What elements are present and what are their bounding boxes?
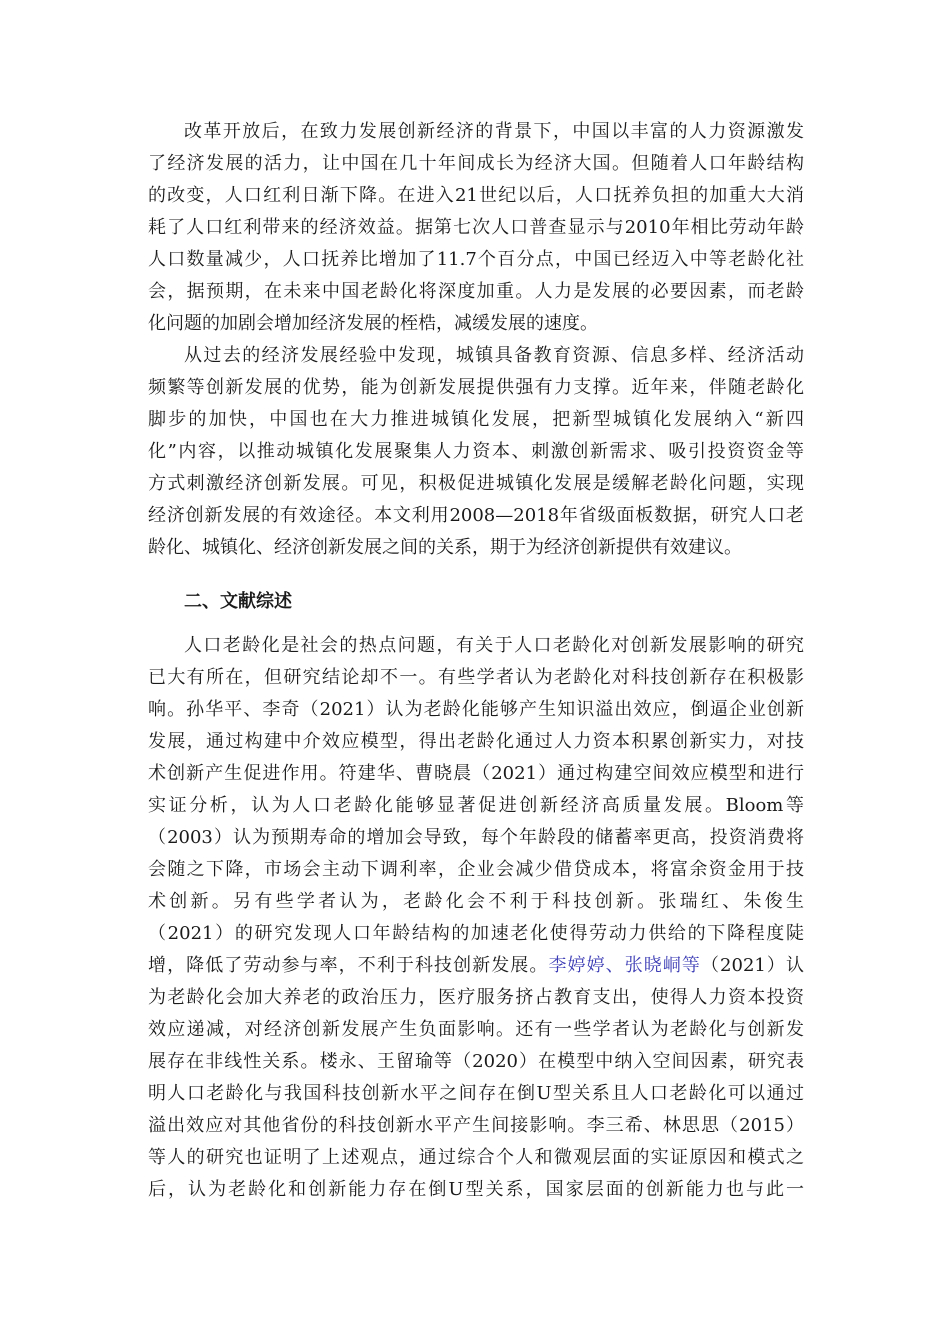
text-line: 人口数量减少，人口抚养比增加了11.7个百分点，中国已经迈入中等老龄化社 xyxy=(148,249,804,270)
text-line: 频繁等创新发展的优势，能为创新发展提供强有力支撑。近年来，伴随老龄化 xyxy=(148,377,804,398)
text-line: 效应递减，对经济创新发展产生负面影响。还有一些学者认为老龄化与创新发 xyxy=(148,1019,804,1040)
text-segment: （2021）认 xyxy=(700,955,804,976)
text-line: 人口老龄化是社会的热点问题，有关于人口老龄化对创新发展影响的研究 xyxy=(184,635,804,656)
text-segment: 增，降低了劳动参与率，不利于科技创新发展。 xyxy=(148,955,549,976)
text-line: 术创新。另有些学者认为，老龄化会不利于科技创新。张瑞红、朱俊生 xyxy=(148,891,804,912)
text-line: 等人的研究也证明了上述观点，通过综合个人和微观层面的实证原因和模式之 xyxy=(148,1147,804,1168)
citation-link[interactable]: 李婷婷、张晓峒等 xyxy=(548,955,701,976)
text-line: 从过去的经济发展经验中发现，城镇具备教育资源、信息多样、经济活动 xyxy=(184,345,804,366)
text-line: 已大有所在，但研究结论却不一。有些学者认为老龄化对科技创新存在积极影 xyxy=(148,667,804,688)
text-line: 龄化、城镇化、经济创新发展之间的关系，期于为经济创新提供有效建议。 xyxy=(148,537,742,558)
text-line: （2021）的研究发现人口年龄结构的加速老化使得劳动力供给的下降程度陡 xyxy=(148,923,804,944)
text-line: （2003）认为预期寿命的增加会导致，每个年龄段的储蓄率更高，投资消费将 xyxy=(148,827,804,848)
paragraph-reform-background xyxy=(148,116,804,340)
text-line: 明人口老龄化与我国科技创新水平之间存在倒U型关系且人口老龄化可以通过 xyxy=(148,1083,804,1104)
text-line: 的改变，人口红利日渐下降。在进入21世纪以后，人口抚养负担的加重大大消 xyxy=(148,185,804,206)
text-line: 化”内容，以推动城镇化发展聚集人力资本、刺激创新需求、吸引投资资金等 xyxy=(148,441,804,462)
text-line: 实证分析，认为人口老龄化能够显著促进创新经济高质量发展。Bloom等 xyxy=(148,795,804,816)
text-line: 响。孙华平、李奇（2021）认为老龄化能够产生知识溢出效应，倒逼企业创新 xyxy=(148,699,804,720)
section-heading: 二、文献综述 xyxy=(184,591,292,612)
text-line: 会，据预期，在未来中国老龄化将深度加重。人力是发展的必要因素，而老龄 xyxy=(148,281,804,302)
text-line: 方式刺激经济创新发展。可见，积极促进城镇化发展是缓解老龄化问题，实现 xyxy=(148,473,804,494)
text-line: 后，认为老龄化和创新能力存在倒U型关系，国家层面的创新能力也与此一 xyxy=(148,1179,804,1200)
text-line: 耗了人口红利带来的经济效益。据第七次人口普查显示与2010年相比劳动年龄 xyxy=(148,217,804,238)
paragraph-urbanization xyxy=(148,340,804,564)
text-line: 经济创新发展的有效途径。本文利用2008—2018年省级面板数据，研究人口老 xyxy=(148,505,804,526)
text-line: 展存在非线性关系。楼永、王留瑜等（2020）在模型中纳入空间因素，研究表 xyxy=(148,1051,804,1072)
text-line: 改革开放后，在致力发展创新经济的背景下，中国以丰富的人力资源激发 xyxy=(184,121,804,142)
paragraph-literature-review xyxy=(148,630,804,1206)
text-line: 会随之下降，市场会主动下调利率，企业会减少借贷成本，将富余资金用于技 xyxy=(148,859,804,880)
text-line: 溢出效应对其他省份的科技创新水平产生间接影响。李三希、林思思（2015） xyxy=(148,1115,804,1136)
text-line-with-link xyxy=(148,950,804,982)
text-line: 脚步的加快，中国也在大力推进城镇化发展，把新型城镇化发展纳入“新四 xyxy=(148,409,804,430)
text-line: 术创新产生促进作用。符建华、曹晓晨（2021）通过构建空间效应模型和进行 xyxy=(148,763,804,784)
text-line: 为老龄化会加大养老的政治压力，医疗服务挤占教育支出，使得人力资本投资 xyxy=(148,987,804,1008)
text-line: 发展，通过构建中介效应模型，得出老龄化通过人力资本积累创新实力，对技 xyxy=(148,731,804,752)
text-line: 了经济发展的活力，让中国在几十年间成长为经济大国。但随着人口年龄结构 xyxy=(148,153,804,174)
text-line: 化问题的加剧会增加经济发展的桎梏，减缓发展的速度。 xyxy=(148,313,598,334)
